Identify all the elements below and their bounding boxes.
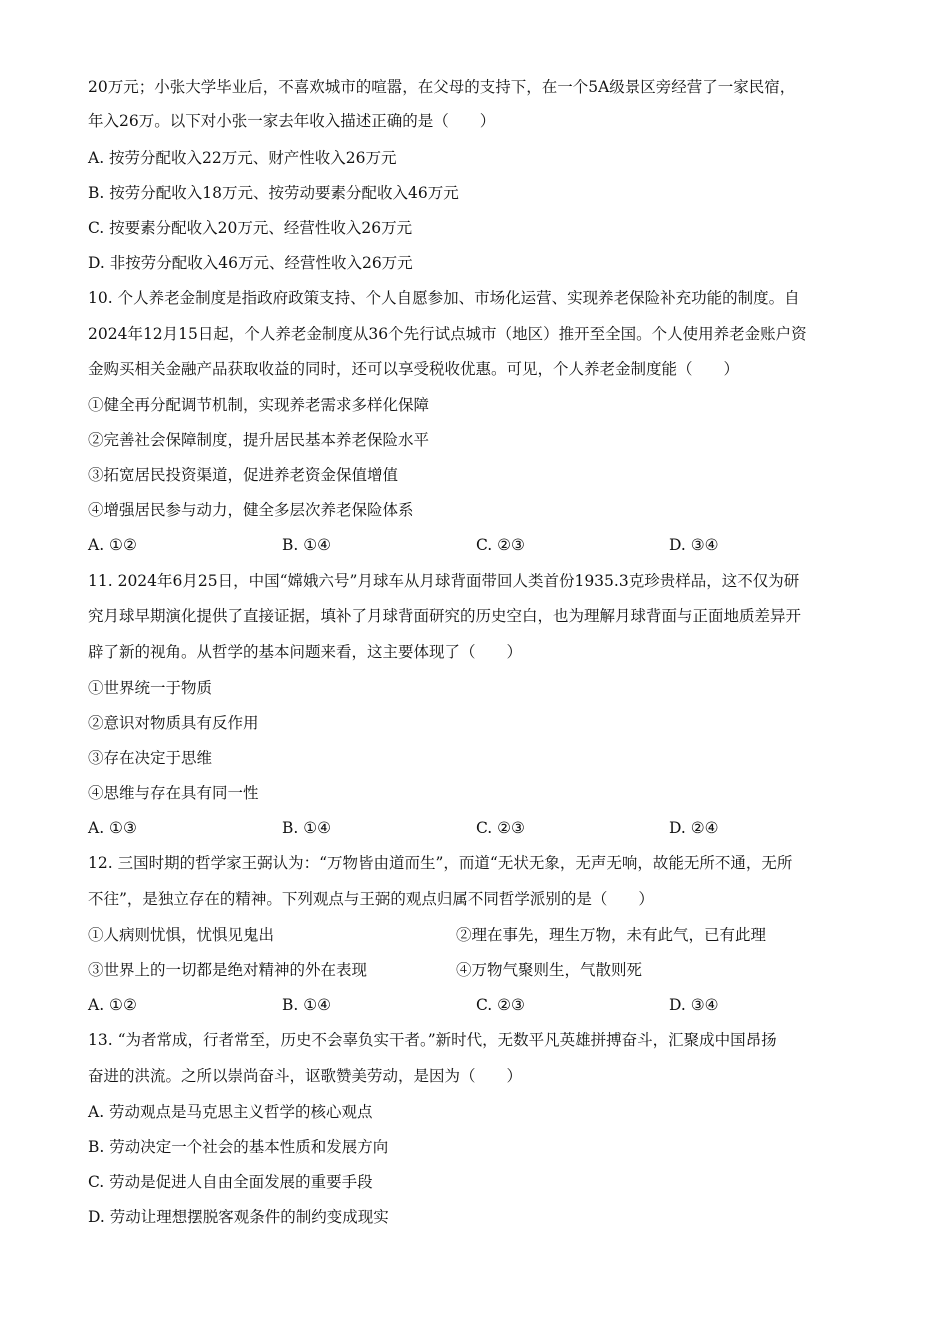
q13-option-a: A. 劳动观点是马克思主义哲学的核心观点 [88,1103,373,1121]
q10-item-1: ①健全再分配调节机制，实现养老需求多样化保障 [88,396,430,414]
q9-option-a: A. 按劳分配收入22万元、财产性收入26万元 [88,149,397,167]
q12-item-1: ①人病则忧惧，忧惧见鬼出 [88,926,275,944]
q12-stem-line-2: 不往”，是独立存在的精神。下列观点与王弼的观点归属不同哲学派别的是（ ） [88,890,654,908]
q13-option-c: C. 劳动是促进人自由全面发展的重要手段 [88,1173,373,1191]
q13-stem-line-2: 奋进的洪流。之所以崇尚奋斗，讴歌赞美劳动，是因为（ ） [88,1067,523,1085]
q10-stem-line-1: 10. 个人养老金制度是指政府政策支持、个人自愿参加、市场化运营、实现养老保险补充功能的制度。自 [88,289,800,307]
q11-stem-line-1: 11. 2024年6月25日，中国“嫦娥六号”月球车从月球背面带回人类首份1935.3克珍贵样品，这不仅为研 [88,572,800,590]
q11-item-1: ①世界统一于物质 [88,679,213,697]
q10-choice-b: B. ①④ [282,536,332,554]
q11-stem-line-3: 辟了新的视角。从哲学的基本问题来看，这主要体现了（ ） [88,643,523,661]
q10-choice-c: C. ②③ [476,536,525,554]
q12-choice-c: C. ②③ [476,996,525,1014]
q10-stem-line-2: 2024年12月15日起，个人养老金制度从36个先行试点城市（地区）推开至全国。个人使用养老金账户资 [88,325,807,343]
q11-stem-line-2: 究月球早期演化提供了直接证据，填补了月球背面研究的历史空白，也为理解月球背面与正面地质差异开 [88,607,802,625]
q9-stem-line-1: 20万元；小张大学毕业后，不喜欢城市的喧嚣，在父母的支持下，在一个5A级景区旁经营了一家民宿， [88,78,796,96]
q12-stem-line-1: 12. 三国时期的哲学家王弼认为：“万物皆由道而生”，而道“无状无象，无声无响，故能无所不通，无所 [88,854,793,872]
q9-stem-line-2: 年入26万。以下对小张一家去年收入描述正确的是（ ） [88,112,496,130]
q12-choice-a: A. ①② [88,996,137,1014]
q10-stem-line-3: 金购买相关金融产品获取收益的同时，还可以享受税收优惠。可见，个人养老金制度能（ ） [88,360,740,378]
q11-item-3: ③存在决定于思维 [88,749,213,767]
q12-choice-d: D. ③④ [669,996,719,1014]
q9-option-c: C. 按要素分配收入20万元、经营性收入26万元 [88,219,413,237]
q12-item-4: ④万物气聚则生，气散则死 [456,961,643,979]
q11-choice-b: B. ①④ [282,819,332,837]
q10-choice-a: A. ①② [88,536,137,554]
q11-choice-c: C. ②③ [476,819,525,837]
q11-choice-a: A. ①③ [88,819,137,837]
q12-item-3: ③世界上的一切都是绝对精神的外在表现 [88,961,368,979]
q11-choice-d: D. ②④ [669,819,719,837]
q13-option-b: B. 劳动决定一个社会的基本性质和发展方向 [88,1138,389,1156]
q11-item-4: ④思维与存在具有同一性 [88,784,259,802]
q12-item-2: ②理在事先，理生万物，未有此气，已有此理 [456,926,767,944]
q13-option-d: D. 劳动让理想摆脱客观条件的制约变成现实 [88,1208,389,1226]
q10-item-4: ④增强居民参与动力，健全多层次养老保险体系 [88,501,414,519]
q10-item-3: ③拓宽居民投资渠道，促进养老资金保值增值 [88,466,399,484]
q9-option-d: D. 非按劳分配收入46万元、经营性收入26万元 [88,254,413,272]
q9-option-b: B. 按劳分配收入18万元、按劳动要素分配收入46万元 [88,184,459,202]
q12-choice-b: B. ①④ [282,996,332,1014]
q13-stem-line-1: 13. “为者常成，行者常至，历史不会辜负实干者。”新时代，无数平凡英雄拼搏奋斗，汇聚成中国昂扬 [88,1031,777,1049]
q10-choice-d: D. ③④ [669,536,719,554]
q11-item-2: ②意识对物质具有反作用 [88,714,259,732]
q10-item-2: ②完善社会保障制度，提升居民基本养老保险水平 [88,431,430,449]
